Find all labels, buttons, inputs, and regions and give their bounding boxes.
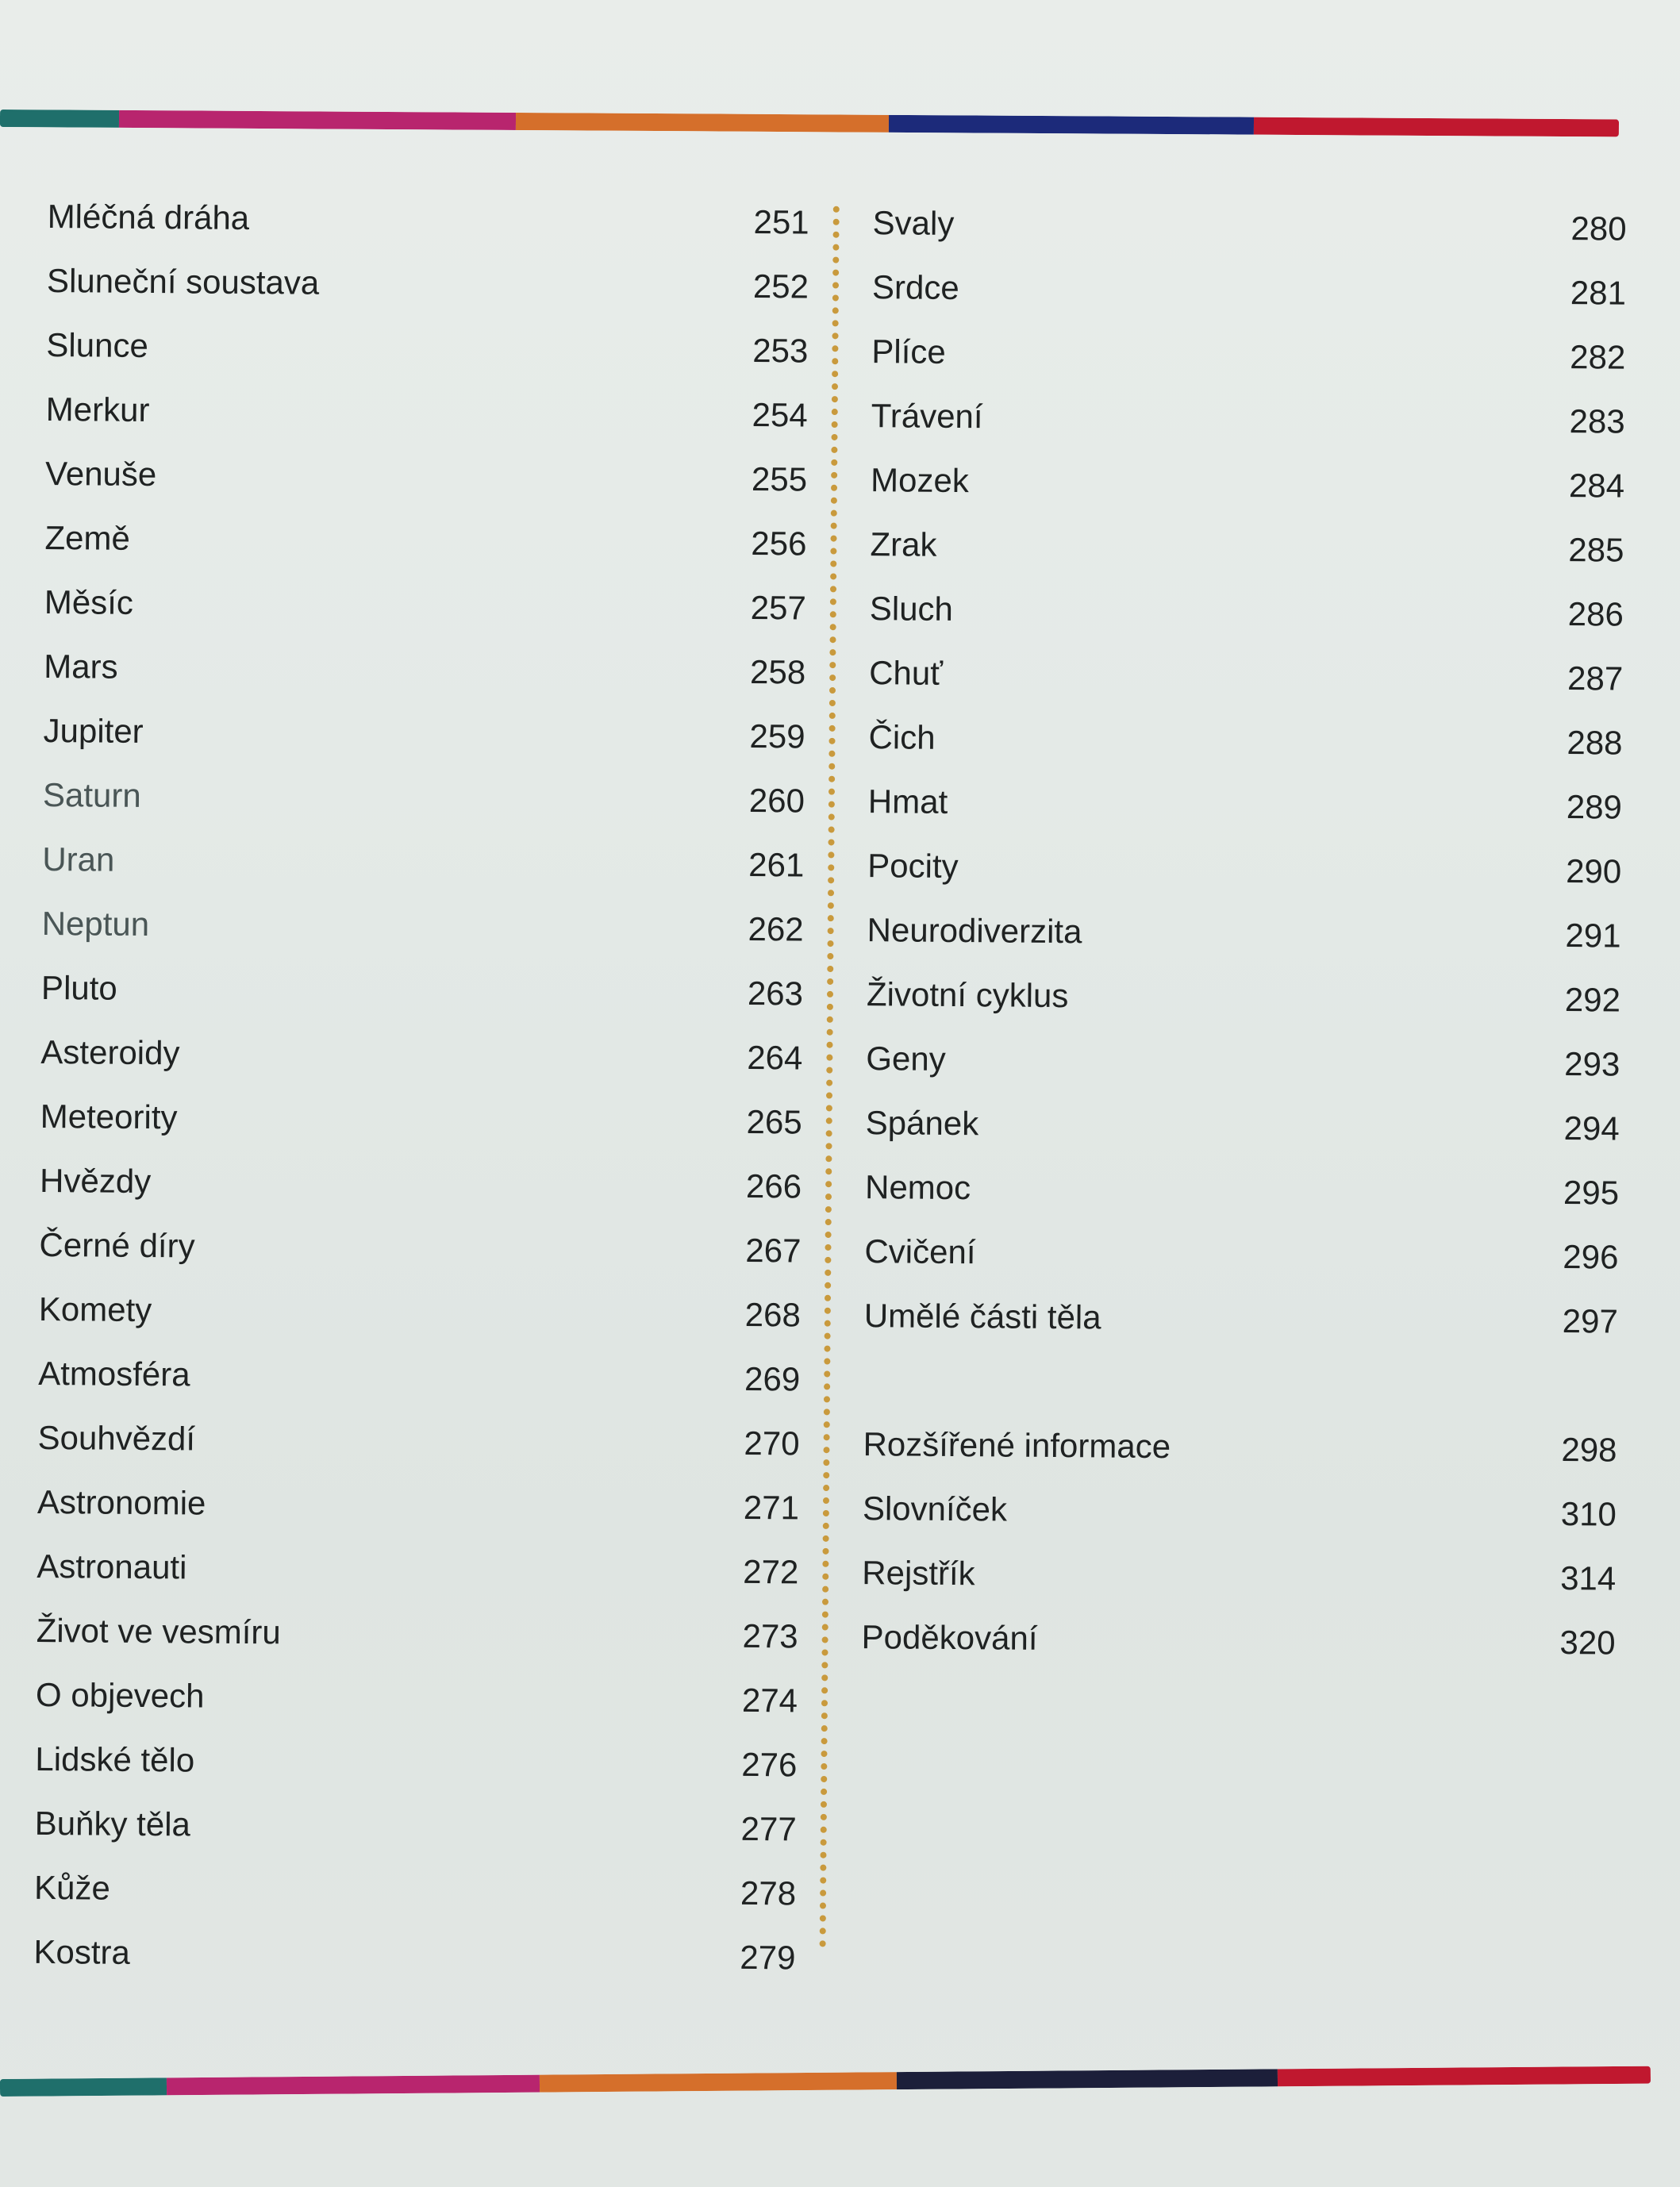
toc-entry[interactable] [35,1727,798,1797]
toc-entry[interactable] [40,1020,803,1090]
toc-entry-page: 278 [740,1874,797,1912]
toc-entry-page: 282 [1570,337,1626,376]
toc-entry-page: 296 [1563,1237,1619,1276]
stripe-segment [889,115,1254,135]
toc-entry-page: 274 [741,1681,798,1719]
toc-entry-title: Merkur [45,390,150,429]
toc-entry-page: 314 [1560,1559,1617,1597]
toc-entry-title: Neurodiverzita [867,910,1082,950]
toc-entry[interactable] [864,1283,1619,1353]
stripe-segment [0,110,119,128]
toc-entry-page: 295 [1563,1173,1620,1212]
toc-entry-page: 265 [746,1102,802,1141]
toc-entry[interactable] [37,1405,800,1476]
toc-entry-page: 297 [1562,1301,1618,1340]
toc-entry-title: Rozšířené informace [863,1424,1171,1465]
toc-entry-page: 261 [748,845,805,884]
toc-entry[interactable] [36,1662,798,1733]
toc-entry-title: Astronauti [37,1547,187,1585]
toc-entry-title: Rejstřík [862,1553,975,1592]
toc-entry[interactable] [40,1148,802,1219]
stripe-segment [0,2077,167,2097]
toc-entry-title: Chuť [869,653,944,692]
toc-entry-page: 264 [747,1038,803,1077]
stripe-segment [897,2069,1278,2089]
toc-entry[interactable] [43,763,805,833]
section-spacer [863,1347,1618,1417]
toc-entry-page: 279 [740,1938,796,1976]
toc-entry-title: Země [44,518,131,557]
toc-entry[interactable] [41,891,804,962]
toc-entry-title: Měsíc [44,582,134,621]
toc-entry[interactable] [45,377,808,448]
toc-entry-title: Sluch [869,589,954,628]
toc-entry-title: Asteroidy [40,1032,180,1071]
toc-entry-page: 269 [744,1359,801,1397]
toc-entry-title: Astronomie [37,1482,206,1522]
stripe-segment [167,2075,540,2096]
toc-entry[interactable] [36,1598,798,1669]
toc-entry-title: Poděkování [861,1617,1038,1657]
toc-entry-page: 280 [1570,209,1627,248]
toc-entry-title: Životní cyklus [866,974,1069,1014]
toc-entry-page: 266 [745,1167,802,1205]
toc-entry-page: 284 [1568,466,1625,505]
toc-entry[interactable] [39,1213,802,1283]
toc-entry-page: 289 [1566,787,1623,826]
stripe-segment [516,113,889,133]
stripe-segment [540,2072,897,2093]
toc-entry-title: Umělé části těla [863,1296,1101,1336]
toc-appendix-entry[interactable] [862,1540,1617,1610]
toc-entry[interactable] [44,570,807,640]
toc-entry-page: 294 [1563,1109,1620,1147]
toc-entry-title: Lidské tělo [35,1739,195,1779]
toc-appendix-entry[interactable] [863,1476,1617,1546]
toc-entry-page: 293 [1564,1044,1620,1083]
toc-entry-page: 292 [1564,980,1621,1019]
toc-entry[interactable] [47,248,809,319]
toc-appendix-entry[interactable] [863,1412,1617,1482]
top-color-stripe [0,110,1619,136]
toc-entry-page: 271 [743,1488,800,1526]
toc-entry[interactable] [37,1534,799,1605]
toc-entry-title: Černé díry [39,1225,195,1264]
toc-entry-title: Mars [44,647,118,686]
toc-left-column [33,184,809,1989]
toc-entry[interactable] [865,1090,1620,1160]
toc-entry-title: Zrak [870,525,937,563]
toc-entry-page: 254 [752,395,808,434]
toc-entry-title: Souhvězdí [37,1418,196,1458]
toc-entry-title: Slovníček [862,1489,1008,1528]
toc-entry[interactable] [870,576,1624,646]
toc-entry[interactable] [37,1470,800,1540]
toc-entry-page: 260 [748,781,805,820]
toc-entry-title: Saturn [42,775,141,814]
toc-entry[interactable] [872,190,1627,260]
toc-entry[interactable] [871,448,1625,517]
toc-entry-page: 262 [748,909,804,948]
toc-entry-title: Cvičení [864,1232,976,1270]
toc-entry[interactable] [871,319,1626,389]
toc-entry[interactable] [38,1341,801,1412]
toc-entry-title: Jupiter [43,711,144,750]
toc-entry-page: 252 [752,267,809,306]
toc-entry-page: 288 [1567,723,1623,762]
toc-entry-page: 263 [747,974,804,1013]
toc-entry-title: Plíce [871,332,946,371]
stripe-segment [1278,2066,1651,2087]
toc-entry[interactable] [34,1791,797,1862]
toc-entry-title: Venuše [44,454,157,493]
toc-entry-title: Atmosféra [38,1354,190,1393]
toc-entry-page: 259 [749,717,805,755]
toc-entry[interactable] [870,512,1624,582]
toc-entry-title: Trávení [871,396,983,435]
toc-entry[interactable] [33,1920,796,1990]
toc-entry-page: 291 [1565,916,1621,955]
toc-entry-title: Spánek [865,1103,979,1142]
toc-entry-title: Hvězdy [39,1161,152,1200]
toc-entry-title: Kostra [33,1932,131,1971]
toc-appendix-entry[interactable] [861,1605,1616,1674]
toc-entry-page: 258 [749,652,806,691]
toc-entry-page: 257 [750,588,807,627]
toc-entry-title: Geny [866,1039,946,1078]
toc-entry-page: 320 [1559,1623,1616,1662]
toc-entry-title: Kůže [33,1868,111,1907]
toc-entry[interactable] [41,955,804,1026]
toc-entry-page: 273 [742,1616,798,1655]
toc-entry[interactable] [867,833,1622,903]
toc-entry-page: 276 [741,1745,798,1783]
toc-entry-title: Meteority [40,1097,178,1136]
toc-entry-page: 285 [1568,530,1624,569]
toc-entry-page: 272 [743,1552,799,1590]
toc-entry-title: O objevech [35,1675,205,1715]
stripe-segment [119,110,516,130]
toc-entry-page: 277 [740,1809,797,1847]
toc-entry[interactable] [869,640,1624,710]
toc-entry-title: Hmat [867,782,948,821]
toc-entry-page: 287 [1567,659,1624,698]
toc-entry[interactable] [871,383,1625,453]
toc-entry-page: 290 [1566,851,1622,890]
toc-entry-title: Komety [38,1290,152,1328]
toc-entry-title: Uran [42,840,115,878]
table-of-contents [33,184,1627,2022]
toc-entry[interactable] [44,505,807,576]
toc-entry-page: 267 [745,1231,802,1269]
toc-entry-title: Pocity [867,846,959,885]
toc-entry[interactable] [43,698,805,769]
toc-entry[interactable] [868,705,1623,774]
toc-entry-title: Buňky těla [34,1804,191,1843]
toc-entry[interactable] [864,1219,1619,1289]
toc-entry[interactable] [868,769,1623,839]
toc-entry-title: Neptun [41,904,150,943]
toc-entry-title: Svaly [872,203,955,242]
toc-entry-title: Srdce [871,267,959,306]
toc-entry-page: 270 [744,1424,800,1462]
toc-entry[interactable] [45,441,808,512]
toc-right-column [861,190,1627,1674]
toc-entry[interactable] [42,827,805,897]
toc-entry[interactable] [872,255,1627,325]
toc-entry-title: Život ve vesmíru [36,1611,281,1651]
toc-entry-page: 281 [1570,273,1627,312]
toc-entry[interactable] [39,1277,802,1347]
toc-entry-page: 256 [751,524,807,563]
toc-entry[interactable] [40,1084,802,1155]
toc-entry-page: 310 [1560,1494,1617,1533]
toc-entry-page: 298 [1561,1430,1617,1469]
toc-entry[interactable] [44,634,806,705]
toc-entry-page: 255 [751,459,808,498]
toc-entry-title: Pluto [40,968,117,1007]
toc-entry-page: 253 [752,331,809,370]
toc-entry-page: 286 [1567,594,1624,633]
toc-entry[interactable] [865,1155,1620,1224]
toc-entry-title: Čich [868,717,936,756]
toc-entry-page: 268 [744,1295,802,1333]
toc-entry-title: Sluneční soustava [46,261,320,302]
toc-entry-title: Nemoc [864,1167,971,1206]
toc-entry[interactable] [866,1026,1620,1096]
toc-entry-title: Slunce [46,325,149,364]
toc-entry-page: 251 [753,202,809,241]
toc-entry[interactable] [46,313,809,383]
stripe-segment [1254,117,1619,137]
toc-entry-title: Mozek [870,460,969,499]
toc-entry[interactable] [867,962,1621,1032]
bottom-color-stripe [0,2066,1651,2097]
dotted-column-divider [820,206,840,1948]
toc-entry[interactable] [47,184,809,255]
toc-entry[interactable] [867,897,1621,967]
toc-entry-page: 283 [1569,402,1625,440]
toc-entry[interactable] [34,1855,797,1926]
toc-entry-title: Mléčná dráha [47,197,250,236]
